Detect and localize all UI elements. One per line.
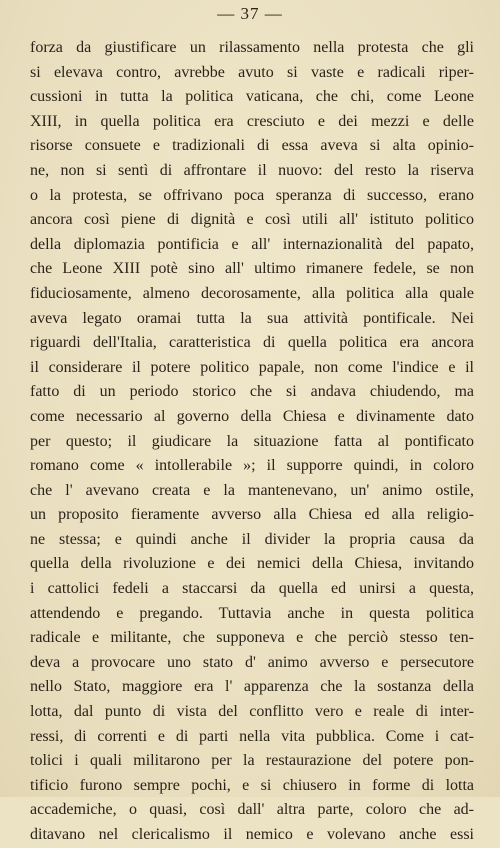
text-line: romano come « intollerabile »; il supporre quindi, in coloro: [30, 457, 474, 475]
text-line: nello Stato, maggiore era l' apparenza che la sostanza della: [30, 678, 474, 696]
text-line: quella della rivoluzione e dei nemici della Chiesa, invitando: [30, 555, 474, 573]
text-line: ancora così piene di dignità e così utili all' istituto politico: [30, 211, 474, 229]
text-line: come necessario al governo della Chiesa e divinamente dato: [30, 407, 474, 425]
text-line: ressi, di correnti e di parti nella vita pubblica. Come i cat-: [30, 727, 474, 745]
body-text: [30, 36, 474, 848]
text-line: o la protesta, se offrivano poca speranza di successo, erano: [30, 186, 474, 204]
text-line: ne stessa; e quindi anche il divider la propria causa da: [30, 530, 474, 548]
text-line: ditavano nel clericalismo il nemico e volevano anche essi: [30, 826, 474, 843]
text-line: tificio furono sempre pochi, e si chiusero in forme di lotta: [30, 776, 474, 794]
text-line: lotta, dal punto di vista del conflitto vero e reale di inter-: [30, 703, 474, 721]
text-line: che l' avevano creata e la mantenevano, un' animo ostile,: [30, 481, 474, 499]
text-line: un proposito fieramente avverso alla Chiesa ed alla religio-: [30, 506, 474, 524]
text-line: il considerare il potere politico papale, non come l'indice e il: [30, 358, 474, 376]
text-line: che Leone XIII potè sino all' ultimo rimanere fedele, se non: [30, 260, 474, 278]
text-line: deva a provocare uno stato d' animo avverso e persecutore: [30, 653, 474, 671]
text-line: ne, non si sentì di affrontare il nuovo: del resto la riserva: [30, 161, 474, 179]
text-line: si elevava contro, avrebbe avuto si vaste e radicali riper-: [30, 63, 474, 81]
page-number: — 37 —: [217, 4, 283, 23]
text-line: risorse consuete e tradizionali di essa aveva si alta opinio-: [30, 137, 474, 155]
text-line: per questo; il giudicare la situazione fatta al pontificato: [30, 432, 474, 450]
text-line: aveva legato oramai tutta la sua attività pontificale. Nei: [30, 309, 474, 327]
text-line: tolici i quali militarono per la restaurazione del potere pon-: [30, 752, 474, 770]
text-line: radicale e militante, che supponeva e che perciò stesso ten-: [30, 629, 474, 647]
text-line: accademiche, o quasi, così dall' altra parte, coloro che ad-: [30, 801, 474, 819]
text-line: riguardi dell'Italia, caratteristica di quella politica era ancora: [30, 334, 474, 352]
text-line: cussioni in tutta la politica vaticana, che chi, come Leone: [30, 88, 474, 106]
text-line: XIII, in quella politica era cresciuto e dei mezzi e delle: [30, 112, 474, 130]
text-line: i cattolici fedeli a staccarsi da quella ed unirsi a questa,: [30, 580, 474, 598]
text-line: attendendo e pregando. Tuttavia anche in questa politica: [30, 604, 474, 622]
text-line: della diplomazia pontificia e all' internazionalità del papato,: [30, 235, 474, 253]
text-line: fiduciosamente, almeno decorosamente, alla politica alla quale: [30, 284, 474, 302]
text-line: forza da giustificare un rilassamento nella protesta che gli: [30, 39, 474, 56]
text-line: fatto di un periodo storico che si andava chiudendo, ma: [30, 383, 474, 401]
